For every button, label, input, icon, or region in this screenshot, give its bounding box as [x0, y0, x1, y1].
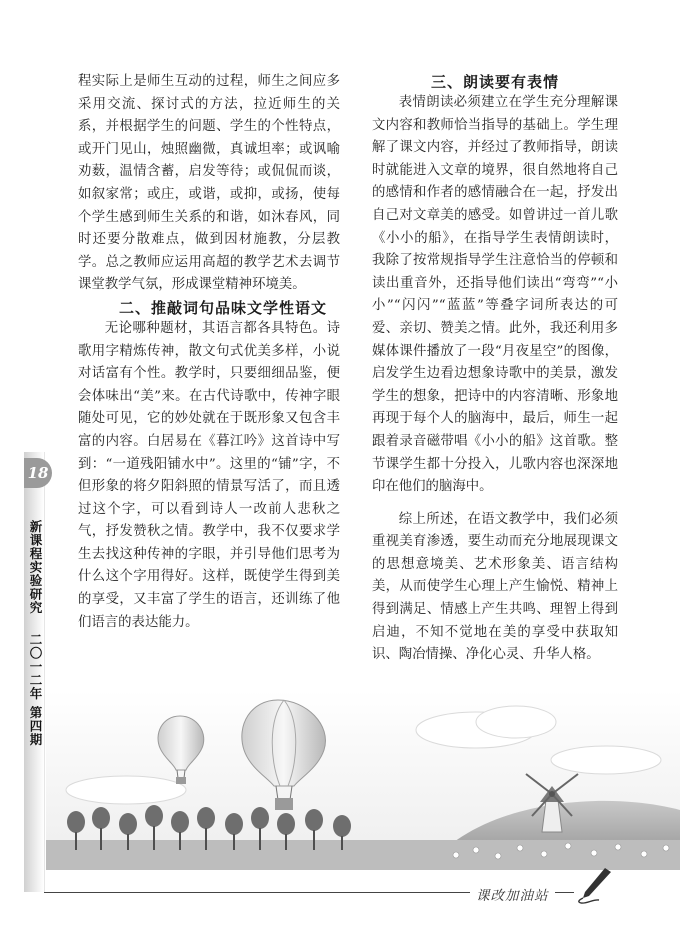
- page-number: 18: [24, 458, 52, 488]
- footer-column-name: 课改加油站: [470, 884, 555, 904]
- journal-title-vertical: [27, 520, 43, 747]
- right-paragraph-2: 综上所述，在语文教学中，我们必须重视美育渗透，要生动而充分地展现课文的思想意境美、艺术形象美、语言结构美，从而使学生心理上产生愉悦、精神上得到满足、情感上产生共鸣、理智上得到启迪，不知不觉地在美的享受中获取知识、陶冶情操、净化心灵、升华人格。: [372, 511, 618, 663]
- left-paragraph-section-2: 无论哪种题材，其语言都各具特色。诗歌用字精炼传神，散文句式优美多样，小说对话富有个性。教学时，只要细细品鉴，便会体味出“美”来。在古代诗歌中，传神字眼随处可见，它的妙处就在于既形象又包含丰富的内容。白居易在《暮江吟》这首诗中写到：“一道残阳铺水中”。这里的“铺”字，不但形象的将夕阳斜照的情景写活了，而且透过这个字，可以看到诗人一改前人悲秋之气，抒发赞秋之情。教学中，我不仅要求学生去找这种传神的字眼，并引导他们思考为什么这个字用得好。这样，既使学生得到美的享受，又丰富了学生的语言，还训练了他们语言的表达能力。: [78, 320, 340, 630]
- right-paragraph-1: 表情朗读必须建立在学生充分理解课文内容和教师恰当指导的基础上。学生理解了课文内容，并经过了教师指导，朗读时就能进入文章的境界，很自然地将自己的感情和作者的感情融合在一起，抒发出自己对文章美的感受。如曾讲过一首儿歌《小小的船》，在指导学生表情朗读时，我除了按常规指导学生注意恰当的停顿和读出重音外，还指导他们读出“弯弯”“小小”“闪闪”“蓝蓝”等叠字词所表达的可爱、亲切、赞美之情。此外，我还利用多媒体课件播放了一段“月夜星空”的图像，启发学生边看边想象诗歌中的美景，激发学生的想象，把诗中的内容清晰、形象地再现于每个人的脑海中，最后，师生一起跟着录音磁带唱《小小的船》这首歌。整节课学生都十分投入，儿歌内容也深深地印在他们的脑海中。: [372, 95, 618, 495]
- section-heading-2: 二、推敲词句品味文学性语文: [118, 298, 327, 317]
- journal-name: 新课程实验研究: [28, 520, 43, 615]
- right-column: [372, 71, 618, 667]
- decorative-illustration: [46, 690, 680, 870]
- left-paragraph-continued: 程实际上是师生互动的过程，师生之间应多采用交流、探讨式的方法，拉近师生的关系，并根据学生的问题、学生的个性特点，或开门见山，烛照幽微，真诚坦率；或讽喻劝薮，温情含蓄，启发等待；或侃侃而谈，如叙家常；或庄，或谐，或抑，或扬，使每个学生感到师生关系的和谐，如沐春风，同时还要分散难点，做到因材施教，分层教学。总之教师应运用高超的教学艺术去调节课堂教学气氛，形成课堂精神环境美。: [78, 74, 340, 293]
- pen-icon: [575, 866, 615, 904]
- left-column: [78, 71, 340, 634]
- journal-issue: 二〇一二年 第四期: [28, 633, 43, 747]
- section-heading-3: 三、朗读要有表情: [430, 73, 559, 91]
